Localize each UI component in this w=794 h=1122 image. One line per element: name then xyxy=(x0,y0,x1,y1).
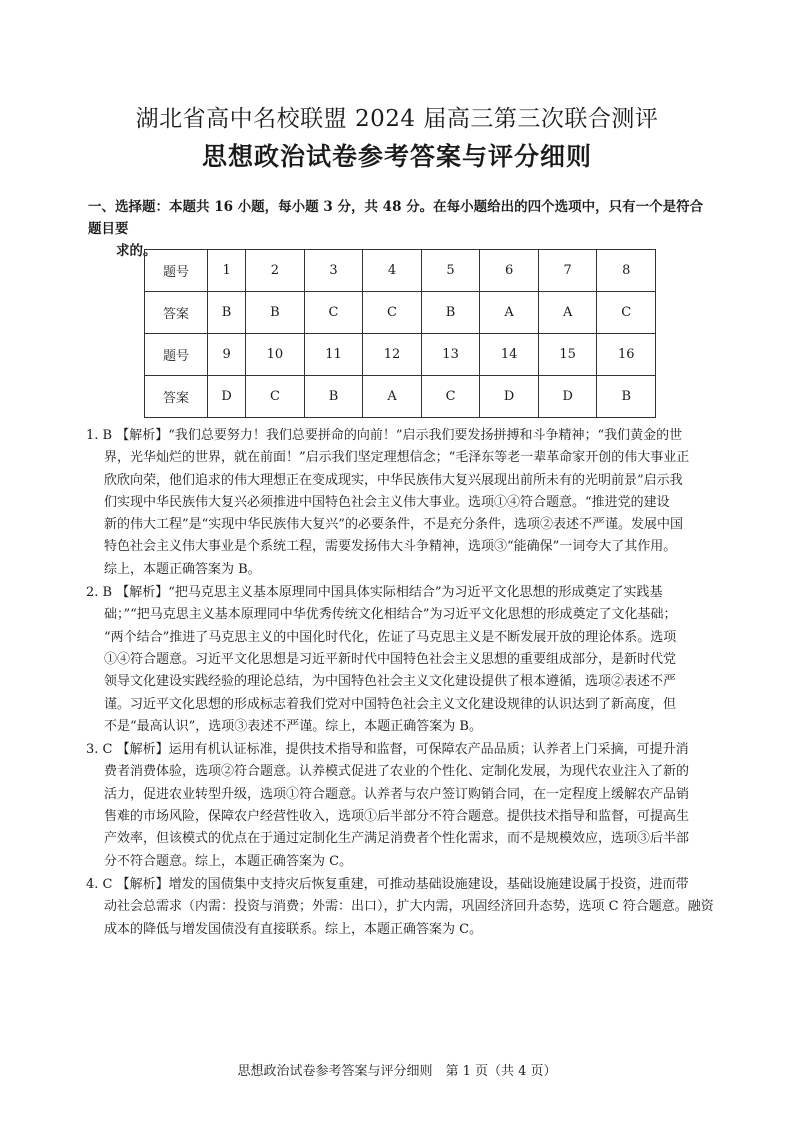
document-title: 湖北省高中名校联盟 2024 届高三第三次联合测评 xyxy=(135,106,659,132)
question-number: 4 xyxy=(363,250,422,292)
answer-cell: D xyxy=(480,376,539,418)
explanation-line: 们实现中华民族伟大复兴必须推进中国特色社会主义伟大事业。选项①④符合题意。“推进党的建设 xyxy=(104,494,670,510)
question-number: 8 xyxy=(597,250,656,292)
explanation-line: 3. C 【解析】运用有机认证标准，提供技术指导和监督，可保障农产品品质；认养者上门采摘，可提升消 xyxy=(86,742,689,758)
explanation-line: 产效率，但该模式的优点在于通过定制化生产满足消费者个性化需求，而不是规模效应，选项③后半部 xyxy=(104,831,690,847)
explanation-line: 2. B 【解析】“把马克思主义基本原理同中国具体实际相结合”为习近平文化思想的形成奠定了实践基 xyxy=(86,585,663,601)
row-label-number: 题号 xyxy=(145,334,208,376)
explanation-item-2 xyxy=(86,582,718,738)
explanation-line: 1. B 【解析】“我们总要努力！我们总要拼命的向前！”启示我们要发扬拼搏和斗争精神；“我们黄金的世 xyxy=(86,428,683,443)
answer-cell: B xyxy=(208,292,246,334)
row-label-answer: 答案 xyxy=(145,376,208,418)
answer-cell: A xyxy=(363,376,422,418)
section-heading-line2: 求的。 xyxy=(116,243,157,259)
answer-cell: D xyxy=(538,376,597,418)
question-number: 5 xyxy=(421,250,480,292)
table-row-numbers-1 xyxy=(145,250,656,292)
explanation-line: 费者消费体验，选项②符合题意。认养模式促进了农业的个性化、定制化发展，为现代农业注入了新的 xyxy=(104,764,690,780)
question-number: 10 xyxy=(246,334,305,376)
answer-cell: B xyxy=(421,292,480,334)
document-subtitle: 思想政治试卷参考答案与评分细则 xyxy=(201,142,592,171)
explanation-line: 界，光华灿烂的世界，就在前面！”启示我们坚定理想信念；“毛泽东等老一辈革命家开创的伟大事业正 xyxy=(104,450,690,466)
explanation-line: “两个结合”推进了马克思主义的中国化时代化，佐证了马克思主义是不断发展开放的理论体系。选项 xyxy=(104,629,677,645)
answer-table xyxy=(144,249,656,418)
explanation-line: 活力，促进农业转型升级，选项①符合题意。认养者与农户签订购销合同，在一定程度上缓解农产品销 xyxy=(104,786,690,802)
answer-cell: C xyxy=(363,292,422,334)
table-row-answers-2 xyxy=(145,376,656,418)
explanation-list xyxy=(86,425,718,942)
answer-cell: C xyxy=(597,292,656,334)
explanation-line: 综上，本题正确答案为 B。 xyxy=(104,561,261,577)
question-number: 2 xyxy=(246,250,305,292)
question-number: 13 xyxy=(421,334,480,376)
explanation-item-4 xyxy=(86,874,718,941)
explanation-line: 不是“最高认识”，选项③表述不严谨。综上，本题正确答案为 B。 xyxy=(104,718,482,734)
explanation-line: 成本的降低与增发国债没有直接联系。综上，本题正确答案为 C。 xyxy=(104,921,483,937)
answer-cell: B xyxy=(246,292,305,334)
explanation-line: 特色社会主义伟大事业是个系统工程，需要发扬伟大斗争精神，选项③“能确保”一词夸大了其作用。 xyxy=(104,539,677,555)
answer-cell: A xyxy=(538,292,597,334)
question-number: 9 xyxy=(208,334,246,376)
row-label-number: 题号 xyxy=(145,250,208,292)
section-heading-line1: 一、选择题：本题共 16 小题，每小题 3 分，共 48 分。在每小题给出的四个选项中，只有一个是符合题目要 xyxy=(88,199,704,237)
explanation-line: 领导文化建设实践经验的理论总结，为中国特色社会主义文化建设提供了根本遵循，选项②表述不严 xyxy=(104,674,677,690)
question-number: 16 xyxy=(597,334,656,376)
question-number: 7 xyxy=(538,250,597,292)
explanation-line: 欣欣向荣，他们追求的伟大理想正在变成现实，中华民族伟大复兴展现出前所未有的光明前景”启示我 xyxy=(104,472,683,488)
answer-cell: A xyxy=(480,292,539,334)
question-number: 11 xyxy=(304,334,363,376)
question-number: 15 xyxy=(538,334,597,376)
question-number: 1 xyxy=(208,250,246,292)
explanation-line: 谨。习近平文化思想的形成标志着我们党对中国特色社会主义文化建设规律的认识达到了新高度，但 xyxy=(104,696,677,712)
explanation-line: 础；”“把马克思主义基本原理同中华优秀传统文化相结合”为习近平文化思想的形成奠定了文化基础； xyxy=(104,607,677,623)
explanation-line: 4. C 【解析】增发的国债集中支持灾后恢复重建，可推动基础设施建设，基础设施建设属于投资，进而带 xyxy=(86,876,689,892)
table-row-numbers-2 xyxy=(145,334,656,376)
explanation-line: 动社会总需求（内需：投资与消费；外需：出口），扩大内需，巩固经济回升态势，选项 C 符合题意。融资 xyxy=(104,899,714,915)
table-row-answers-1 xyxy=(145,292,656,334)
answer-cell: B xyxy=(597,376,656,418)
explanation-line: 新的伟大工程”是“实现中华民族伟大复兴”的必要条件，不是充分条件，选项②表述不严谨。发展中国 xyxy=(104,517,683,533)
page-footer: 思想政治试卷参考答案与评分细则 第 1 页（共 4 页） xyxy=(237,1064,557,1079)
question-number: 14 xyxy=(480,334,539,376)
explanation-line: ①④符合题意。习近平文化思想是习近平新时代中国特色社会主义思想的重要组成部分，是新时代党 xyxy=(104,651,677,667)
question-number: 12 xyxy=(363,334,422,376)
answer-cell: C xyxy=(421,376,480,418)
answer-cell: B xyxy=(304,376,363,418)
question-number: 6 xyxy=(480,250,539,292)
explanation-item-3 xyxy=(86,739,718,873)
row-label-answer: 答案 xyxy=(145,292,208,334)
explanation-line: 分不符合题意。综上，本题正确答案为 C。 xyxy=(104,853,353,869)
answer-cell: C xyxy=(246,376,305,418)
answer-cell: C xyxy=(304,292,363,334)
answer-cell: D xyxy=(208,376,246,418)
explanation-line: 售难的市场风险，保障农户经营性收入，选项①后半部分不符合题意。提供技术指导和监督，可提高生 xyxy=(104,809,690,825)
explanation-item-1 xyxy=(86,425,718,581)
question-number: 3 xyxy=(304,250,363,292)
